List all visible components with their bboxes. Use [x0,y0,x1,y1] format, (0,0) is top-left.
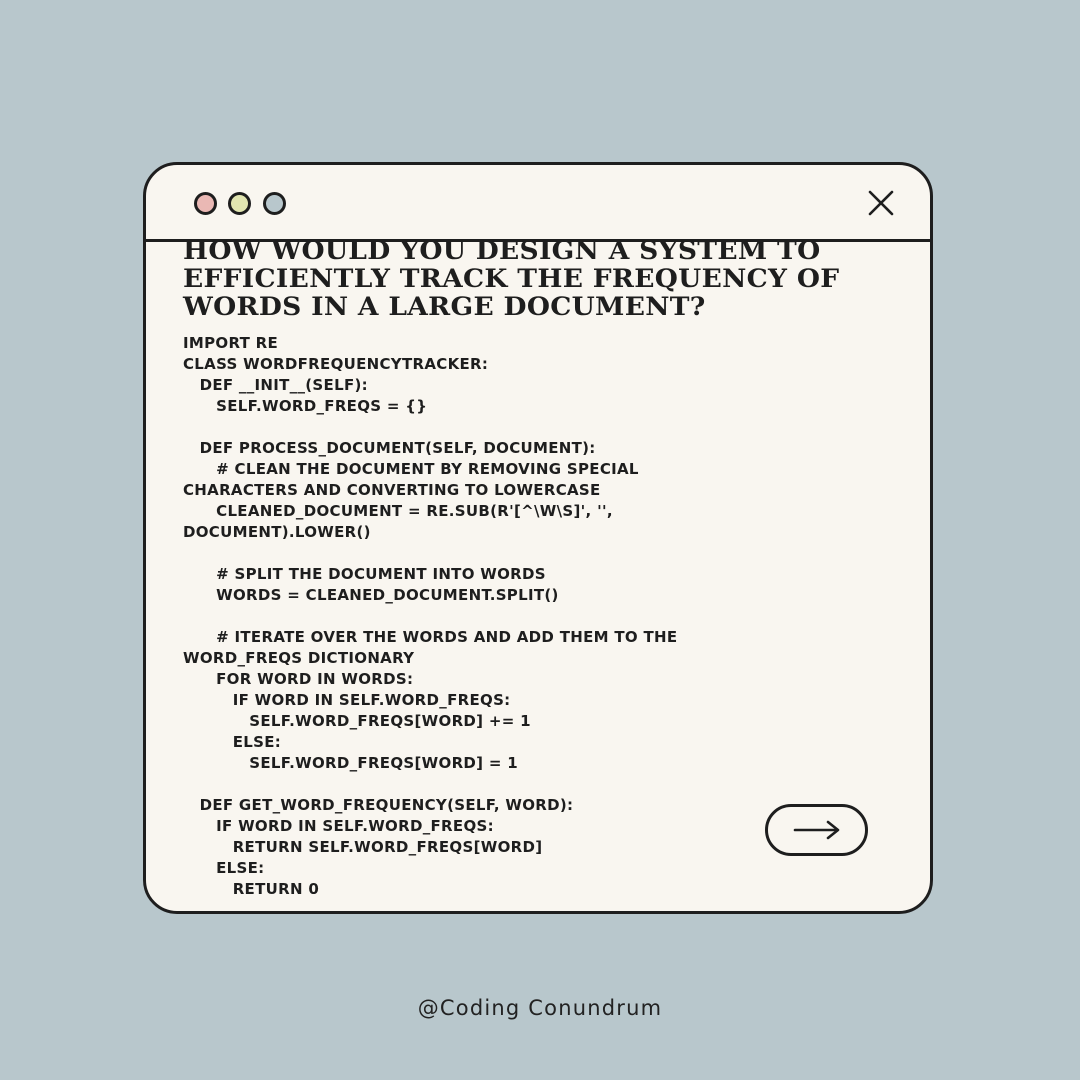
code-line: RETURN 0 [183,880,320,898]
code-line [183,774,783,795]
next-button[interactable] [765,804,868,856]
code-line: SELF.WORD_FREQS[WORD] = 1 [183,754,518,772]
app-window [143,162,933,914]
code-line: WORD_FREQS DICTIONARY [183,649,415,667]
code-line: # SPLIT THE DOCUMENT INTO WORDS [183,565,546,583]
code-line: IF WORD IN SELF.WORD_FREQS: [183,817,494,835]
code-line: SELF.WORD_FREQS[WORD] += 1 [183,712,531,730]
code-line: DEF GET_WORD_FREQUENCY(SELF, WORD): [183,796,574,814]
code-line: RETURN SELF.WORD_FREQS[WORD] [183,838,543,856]
code-line: DEF __INIT__(SELF): [183,376,368,394]
code-line [183,543,783,564]
question-title: HOW WOULD YOU DESIGN A SYSTEM TO EFFICIENTLY TRACK THE FREQUENCY OF WORDS IN A LARGE DOCUMENT? [183,236,840,321]
close-icon[interactable] [868,190,894,216]
code-block [183,333,783,900]
code-line: DEF PROCESS_DOCUMENT(SELF, DOCUMENT): [183,439,596,457]
code-line: CHARACTERS AND CONVERTING TO LOWERCASE [183,481,601,499]
code-line: # ITERATE OVER THE WORDS AND ADD THEM TO THE [183,628,678,646]
window-dot-red[interactable] [194,192,217,215]
code-line: SELF.WORD_FREQS = {} [183,397,428,415]
window-dot-blue[interactable] [263,192,286,215]
window-dot-yellow[interactable] [228,192,251,215]
code-line: CLEANED_DOCUMENT = RE.SUB(R'[^\W\S]', '', [183,502,613,520]
code-line: ELSE: [183,859,265,877]
code-line: ELSE: [183,733,282,751]
code-line: # CLEAN THE DOCUMENT BY REMOVING SPECIAL [183,460,639,478]
code-line [183,417,783,438]
code-line: IMPORT RE [183,334,279,352]
code-line: CLASS WORDFREQUENCYTRACKER: [183,355,489,373]
code-line: IF WORD IN SELF.WORD_FREQS: [183,691,511,709]
window-titlebar [146,165,930,242]
author-handle: @Coding Conundrum [417,996,663,1020]
arrow-right-icon [793,820,841,840]
code-line [183,606,783,627]
code-line: FOR WORD IN WORDS: [183,670,414,688]
code-line: WORDS = CLEANED_DOCUMENT.SPLIT() [183,586,559,604]
code-line: DOCUMENT).LOWER() [183,523,371,541]
